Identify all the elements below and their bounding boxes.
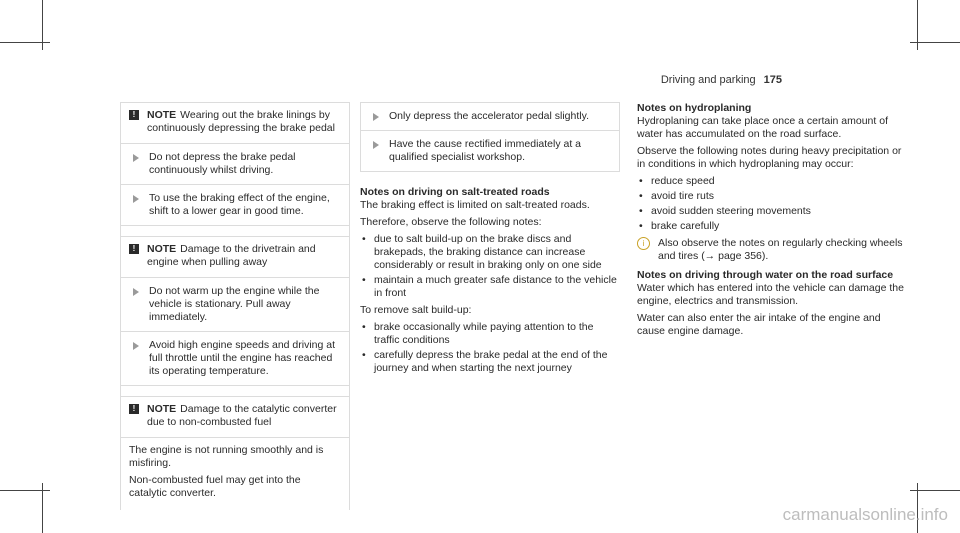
step-arrow-icon (133, 195, 139, 203)
page-number: 175 (763, 74, 782, 86)
warning-icon: ! (129, 110, 139, 120)
section-heading: Notes on driving through water on the road surface (637, 269, 894, 281)
step-arrow-icon (133, 154, 139, 162)
middle-column: Only depress the accelerator pedal slightly. Have the cause rectified immediately at a qualified specialist workshop. Notes on driving on salt-treated roads The braking effect is limited on salt-treated roads. Therefore, observe the following notes: • due to salt build-up on the brake discs and brakepads, the braking distance can increase considerably or result in braking only on one side • maintain a much greater safe distance to the vehicle in front To remove salt build-up: • brake occasionally while paying attention to the traffic conditions • carefully depress the brake pedal at the end of the journey and when starting the next journey (360, 102, 620, 379)
bullet-list (360, 321, 620, 375)
step-item: Avoid high engine speeds and driving at full throttle until the engine has reached its operating temperature. (121, 332, 349, 386)
step-item: Do not depress the brake pedal continuously whilst driving. (121, 144, 349, 185)
note-label: NOTE (147, 109, 177, 121)
list-item: • avoid tire ruts (637, 190, 907, 203)
note-text: Wearing out the brake linings by continuously depressing the brake pedal (147, 109, 335, 134)
cause-text: The engine is not running smoothly and is misfiring. Non-combusted fuel may get into the catalytic converter. (129, 444, 324, 499)
info-note (637, 237, 907, 263)
step-arrow-icon (133, 288, 139, 296)
warning-brake-linings (121, 103, 349, 144)
list-item: • reduce speed (637, 175, 907, 188)
note-text: Damage to the drivetrain and engine when pulling away (147, 243, 316, 268)
section-heading: Notes on driving on salt-treated roads (360, 186, 550, 198)
section-title: Driving and parking (660, 74, 756, 86)
crop-mark (42, 483, 43, 533)
list-item: • due to salt build-up on the brake discs and brakepads, the braking distance can increase considerably or result in braking only on one side (360, 233, 620, 272)
list-item: • avoid sudden steering movements (637, 205, 907, 218)
list-item: • carefully depress the brake pedal at the end of the journey and when starting the next journey (360, 349, 620, 375)
bullet-list (360, 233, 620, 300)
warning-catalytic-converter (121, 397, 349, 438)
list-item: • brake carefully (637, 220, 907, 233)
step-item: Do not warm up the engine while the vehicle is stationary. Pull away immediately. (121, 278, 349, 332)
step-arrow-icon (373, 113, 379, 121)
watermark: carmanualsonline.info (782, 505, 948, 524)
step-arrow-icon (133, 342, 139, 350)
page-header (661, 74, 782, 86)
list-item: • brake occasionally while paying attention to the traffic conditions (360, 321, 620, 347)
note-label: NOTE (147, 403, 177, 415)
warning-drivetrain (121, 237, 349, 278)
note-text: Damage to the catalytic converter due to non-combusted fuel (147, 403, 337, 428)
crop-mark (917, 0, 918, 50)
warning-icon: ! (129, 404, 139, 414)
info-icon: i (637, 237, 650, 250)
section-heading: Notes on hydroplaning (637, 102, 752, 114)
step-item: Only depress the accelerator pedal slightly. (361, 103, 619, 131)
step-arrow-icon (373, 141, 379, 149)
right-column: Notes on hydroplaning Hydroplaning can take place once a certain amount of water has accumulated on the road surface. Observe the following notes during heavy precipitation or in conditions in which hydroplaning may occur: • reduce speed • avoid tire ruts • avoid sudden steering movements • brake carefully i Also observe the notes on regularly checking wheels and tires (→ page 356). Notes on driving through water on the road surface Water which has entered into the vehicle can damage the engine, electrics and transmission. Water can also enter the air intake of the engine and cause engine damage. (637, 102, 907, 342)
step-item: Have the cause rectified immediately at a qualified specialist workshop. (361, 131, 619, 172)
left-column (120, 102, 350, 510)
crop-mark (42, 0, 43, 50)
note-label: NOTE (147, 243, 177, 255)
list-item: • maintain a much greater safe distance to the vehicle in front (360, 274, 620, 300)
bullet-list (637, 175, 907, 233)
step-item: To use the braking effect of the engine, shift to a lower gear in good time. (121, 185, 349, 226)
warning-icon: ! (129, 244, 139, 254)
page-reference-link[interactable]: Also observe the notes on regularly checking wheels and tires (→ page 356). (658, 237, 903, 262)
